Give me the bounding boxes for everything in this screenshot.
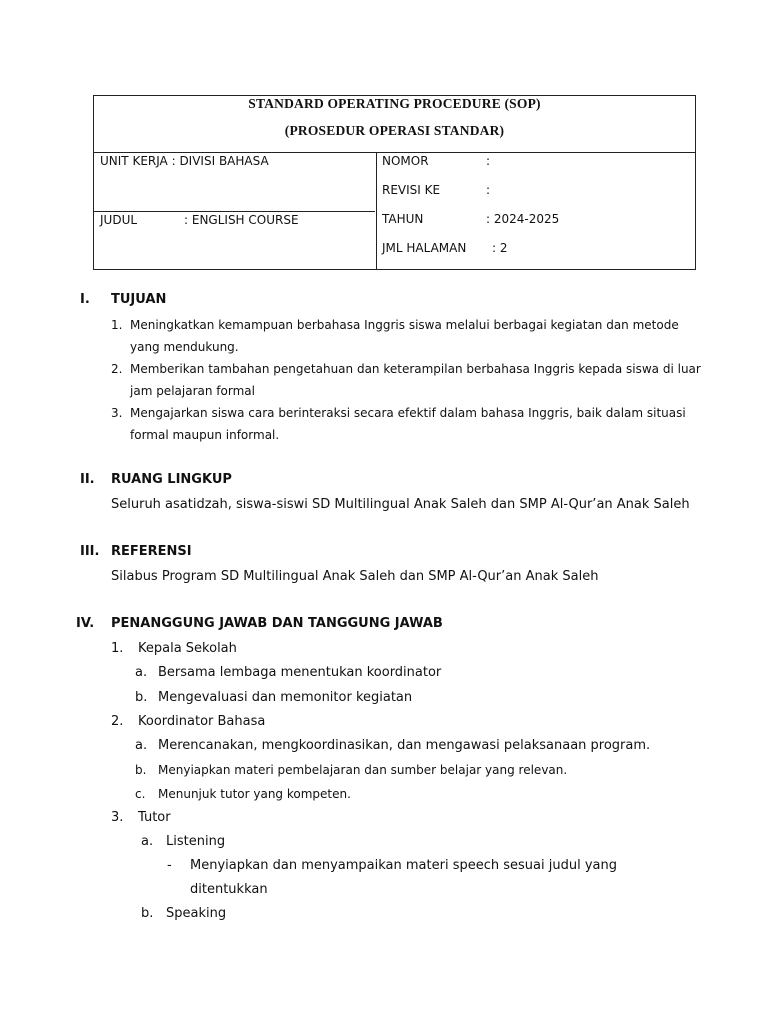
- nomor-row: [382, 154, 490, 168]
- unit-kerja: UNIT KERJA : DIVISI BAHASA: [100, 154, 269, 168]
- tahun-label: TAHUN: [382, 212, 424, 226]
- section-number: III.: [80, 544, 100, 559]
- sop-header-table: [93, 95, 696, 270]
- nomor-value: :: [486, 154, 491, 168]
- sub-bullet: -: [167, 858, 172, 873]
- list-item-text: yang mendukung.: [130, 340, 239, 354]
- section-title-penanggung-jawab: PENANGGUNG JAWAB DAN TANGGUNG JAWAB: [111, 616, 443, 631]
- role-number: 3.: [111, 810, 124, 825]
- jml-halaman-label: JML HALAMAN: [382, 241, 467, 255]
- role-label: Koordinator Bahasa: [138, 714, 266, 729]
- sop-subtitle: (PROSEDUR OPERASI STANDAR): [284, 123, 505, 138]
- list-item-number: 1.: [111, 318, 123, 332]
- role-number: 1.: [111, 641, 124, 656]
- duty-letter: a.: [135, 738, 148, 753]
- duty-letter: b.: [135, 690, 148, 705]
- jml-halaman-row: [382, 241, 508, 255]
- role-label: Kepala Sekolah: [138, 641, 237, 656]
- duty-text: Menyiapkan materi pembelajaran dan sumber belajar yang relevan.: [158, 763, 568, 777]
- sub-item-text: ditentukkan: [190, 882, 268, 897]
- duty-letter: a.: [135, 665, 148, 680]
- judul-row: [100, 213, 299, 227]
- section-number: IV.: [76, 616, 95, 631]
- revisi-row: [382, 183, 490, 197]
- table-column-divider: [376, 153, 377, 269]
- section-title-tujuan: TUJUAN: [111, 292, 167, 307]
- section-number: I.: [80, 292, 90, 307]
- list-item-text: jam pelajaran formal: [130, 384, 255, 398]
- list-item-text: Meningkatkan kemampuan berbahasa Inggris siswa melalui berbagai kegiatan dan metode: [130, 318, 679, 332]
- duty-text: Menunjuk tutor yang kompeten.: [158, 787, 351, 801]
- tahun-value: : 2024-2025: [486, 212, 560, 226]
- duty-text: Mengevaluasi dan memonitor kegiatan: [158, 690, 413, 705]
- revisi-value: :: [486, 183, 491, 197]
- duty-letter: a.: [141, 834, 154, 849]
- list-item-number: 2.: [111, 362, 123, 376]
- section-title-referensi: REFERENSI: [111, 544, 192, 559]
- duty-letter: b.: [141, 906, 154, 921]
- duty-text: Bersama lembaga menentukan koordinator: [158, 665, 442, 680]
- section-body-text: Seluruh asatidzah, siswa-siswi SD Multilingual Anak Saleh dan SMP Al-Qur’an Anak Saleh: [111, 497, 690, 512]
- table-divider: [94, 152, 695, 153]
- list-item-text: Mengajarkan siswa cara berinteraksi secara efektif dalam bahasa Inggris, baik dalam situasi: [130, 406, 686, 420]
- jml-halaman-value: : 2: [492, 241, 508, 255]
- section-title-ruang-lingkup: RUANG LINGKUP: [111, 472, 232, 487]
- table-divider: [94, 211, 375, 212]
- list-item-text: Memberikan tambahan pengetahuan dan keterampilan berbahasa Inggris kepada siswa di luar: [130, 362, 701, 376]
- judul-label: JUDUL: [100, 213, 138, 227]
- list-item-number: 3.: [111, 406, 123, 420]
- nomor-label: NOMOR: [382, 154, 429, 168]
- judul-value: : ENGLISH COURSE: [184, 213, 299, 227]
- sub-item-text: Menyiapkan dan menyampaikan materi speech sesuai judul yang: [190, 858, 617, 873]
- role-label: Tutor: [138, 810, 171, 825]
- section-number: II.: [80, 472, 95, 487]
- tahun-row: [382, 212, 559, 226]
- duty-text: Listening: [166, 834, 226, 849]
- role-number: 2.: [111, 714, 124, 729]
- revisi-label: REVISI KE: [382, 183, 441, 197]
- duty-letter: b.: [135, 763, 147, 777]
- duty-letter: c.: [135, 787, 146, 801]
- list-item-text: formal maupun informal.: [130, 428, 280, 442]
- duty-text: Merencanakan, mengkoordinasikan, dan mengawasi pelaksanaan program.: [158, 738, 651, 753]
- duty-text: Speaking: [166, 906, 227, 921]
- sop-title: STANDARD OPERATING PROCEDURE (SOP): [248, 96, 541, 111]
- section-body-text: Silabus Program SD Multilingual Anak Saleh dan SMP Al-Qur’an Anak Saleh: [111, 569, 599, 584]
